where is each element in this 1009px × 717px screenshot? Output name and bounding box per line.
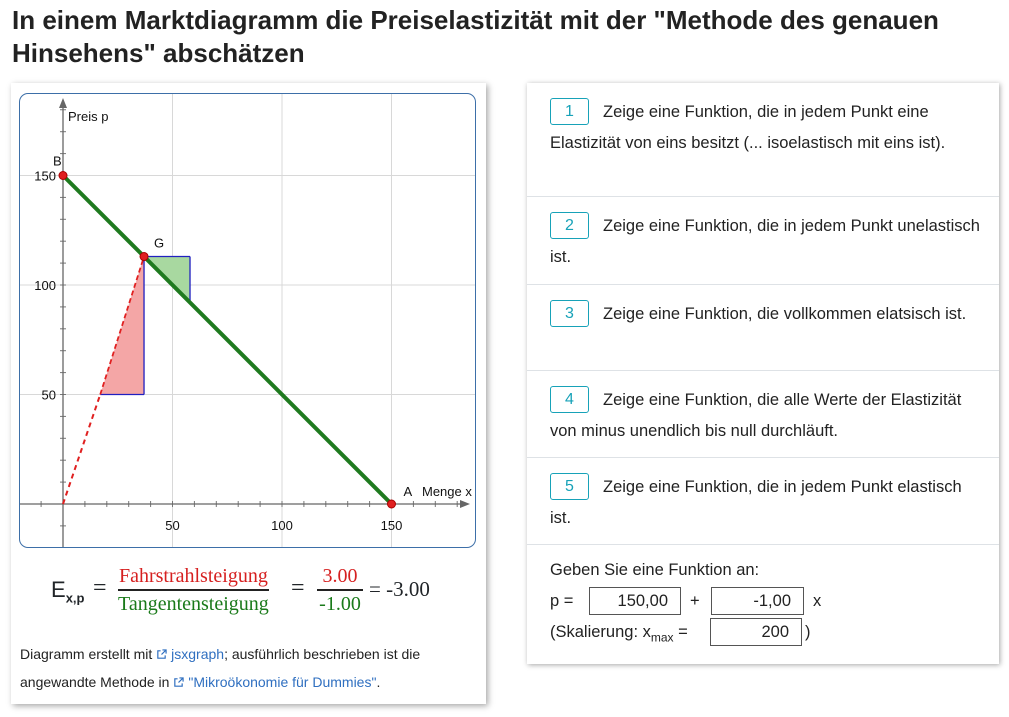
point-g-label: G	[154, 235, 165, 251]
denominator-value: -1.00	[317, 589, 363, 617]
equals-sign: =	[291, 575, 305, 601]
task-3-button[interactable]: 3	[550, 300, 589, 327]
xmax-input[interactable]	[710, 618, 802, 646]
numerator-value: 3.00	[322, 565, 358, 587]
task-3-text: Zeige eine Funktion, die vollkommen elatsisch ist.	[603, 305, 967, 323]
page-title: In einem Marktdiagramm die Preiselastizität mit der "Methode des genauen Hinsehens" abschätzen	[12, 5, 939, 68]
point-g	[140, 253, 148, 261]
p-label: p =	[550, 592, 574, 610]
scale-close: )	[805, 623, 811, 641]
form-prompt: Geben Sie eine Funktion an:	[550, 561, 760, 579]
jsxgraph-link[interactable]: jsxgraph	[156, 646, 224, 662]
fraction-values	[317, 563, 363, 617]
scale-label: (Skalierung: $x_{max}$ =	[550, 623, 688, 645]
ray-dashed	[63, 395, 100, 505]
task-item	[527, 197, 999, 285]
task-4-text: Zeige eine Funktion, die alle Werte der Elastizität von minus unendlich bis null durchläuft.	[550, 391, 962, 440]
y-axis-label: Preis p	[68, 109, 109, 124]
fraction-labels	[118, 563, 269, 617]
point-a-label: A	[403, 484, 413, 499]
x-tick-label: 50	[165, 518, 180, 533]
task-2-button[interactable]: 2	[550, 212, 589, 239]
slope-input[interactable]	[711, 587, 804, 615]
task-item	[527, 458, 999, 545]
demand-line	[63, 176, 392, 505]
diagram-note: Diagramm erstellt mit jsxgraph; ausführlich beschrieben ist die angewandte Methode in "Mikroökonomie für Dummies".	[20, 646, 421, 690]
dummies-link[interactable]: "Mikroökonomie für Dummies"	[173, 674, 376, 690]
task-1-text: Zeige eine Funktion, die in jedem Punkt eine Elastizität von eins besitzt (... isoelastisch mit eins ist).	[550, 103, 946, 152]
numerator-label: Fahrstrahlsteigung	[118, 565, 268, 587]
y-tick-label: 100	[34, 278, 56, 293]
intercept-input[interactable]	[589, 587, 681, 615]
external-link-icon	[173, 677, 184, 688]
diagram-canvas[interactable]	[20, 94, 475, 547]
x-tick-label: 100	[271, 518, 293, 533]
denominator-label: Tangentensteigung	[118, 589, 269, 617]
y-tick-label: 50	[41, 387, 56, 403]
elasticity-symbol: $E_{x,p}$	[51, 577, 85, 606]
equals-sign: =	[93, 575, 107, 601]
task-5-button[interactable]: 5	[550, 473, 589, 500]
task-item	[527, 285, 999, 371]
market-diagram[interactable]	[19, 93, 476, 548]
y-axis-arrow	[59, 98, 67, 108]
task-1-button[interactable]: 1	[550, 98, 589, 125]
x-axis-arrow	[460, 500, 470, 508]
task-2-text: Zeige eine Funktion, die in jedem Punkt unelastisch ist.	[550, 217, 980, 266]
x-axis-label: Menge x	[422, 484, 472, 499]
tasks-card	[527, 83, 999, 664]
elasticity-result: = -3.00	[369, 577, 430, 601]
task-item	[527, 371, 999, 458]
point-b	[59, 172, 67, 180]
task-4-button[interactable]: 4	[550, 386, 589, 413]
task-item	[527, 83, 999, 197]
x-tick-label: 150	[380, 518, 403, 533]
elasticity-formula	[51, 563, 461, 623]
plus-label: +	[690, 592, 700, 610]
task-5-text: Zeige eine Funktion, die in jedem Punkt elastisch ist.	[550, 478, 962, 527]
point-b-label: B	[53, 153, 62, 169]
y-tick-label: 150	[34, 168, 56, 184]
x-label: x	[813, 592, 822, 610]
external-link-icon	[156, 649, 167, 660]
point-a	[388, 500, 396, 508]
